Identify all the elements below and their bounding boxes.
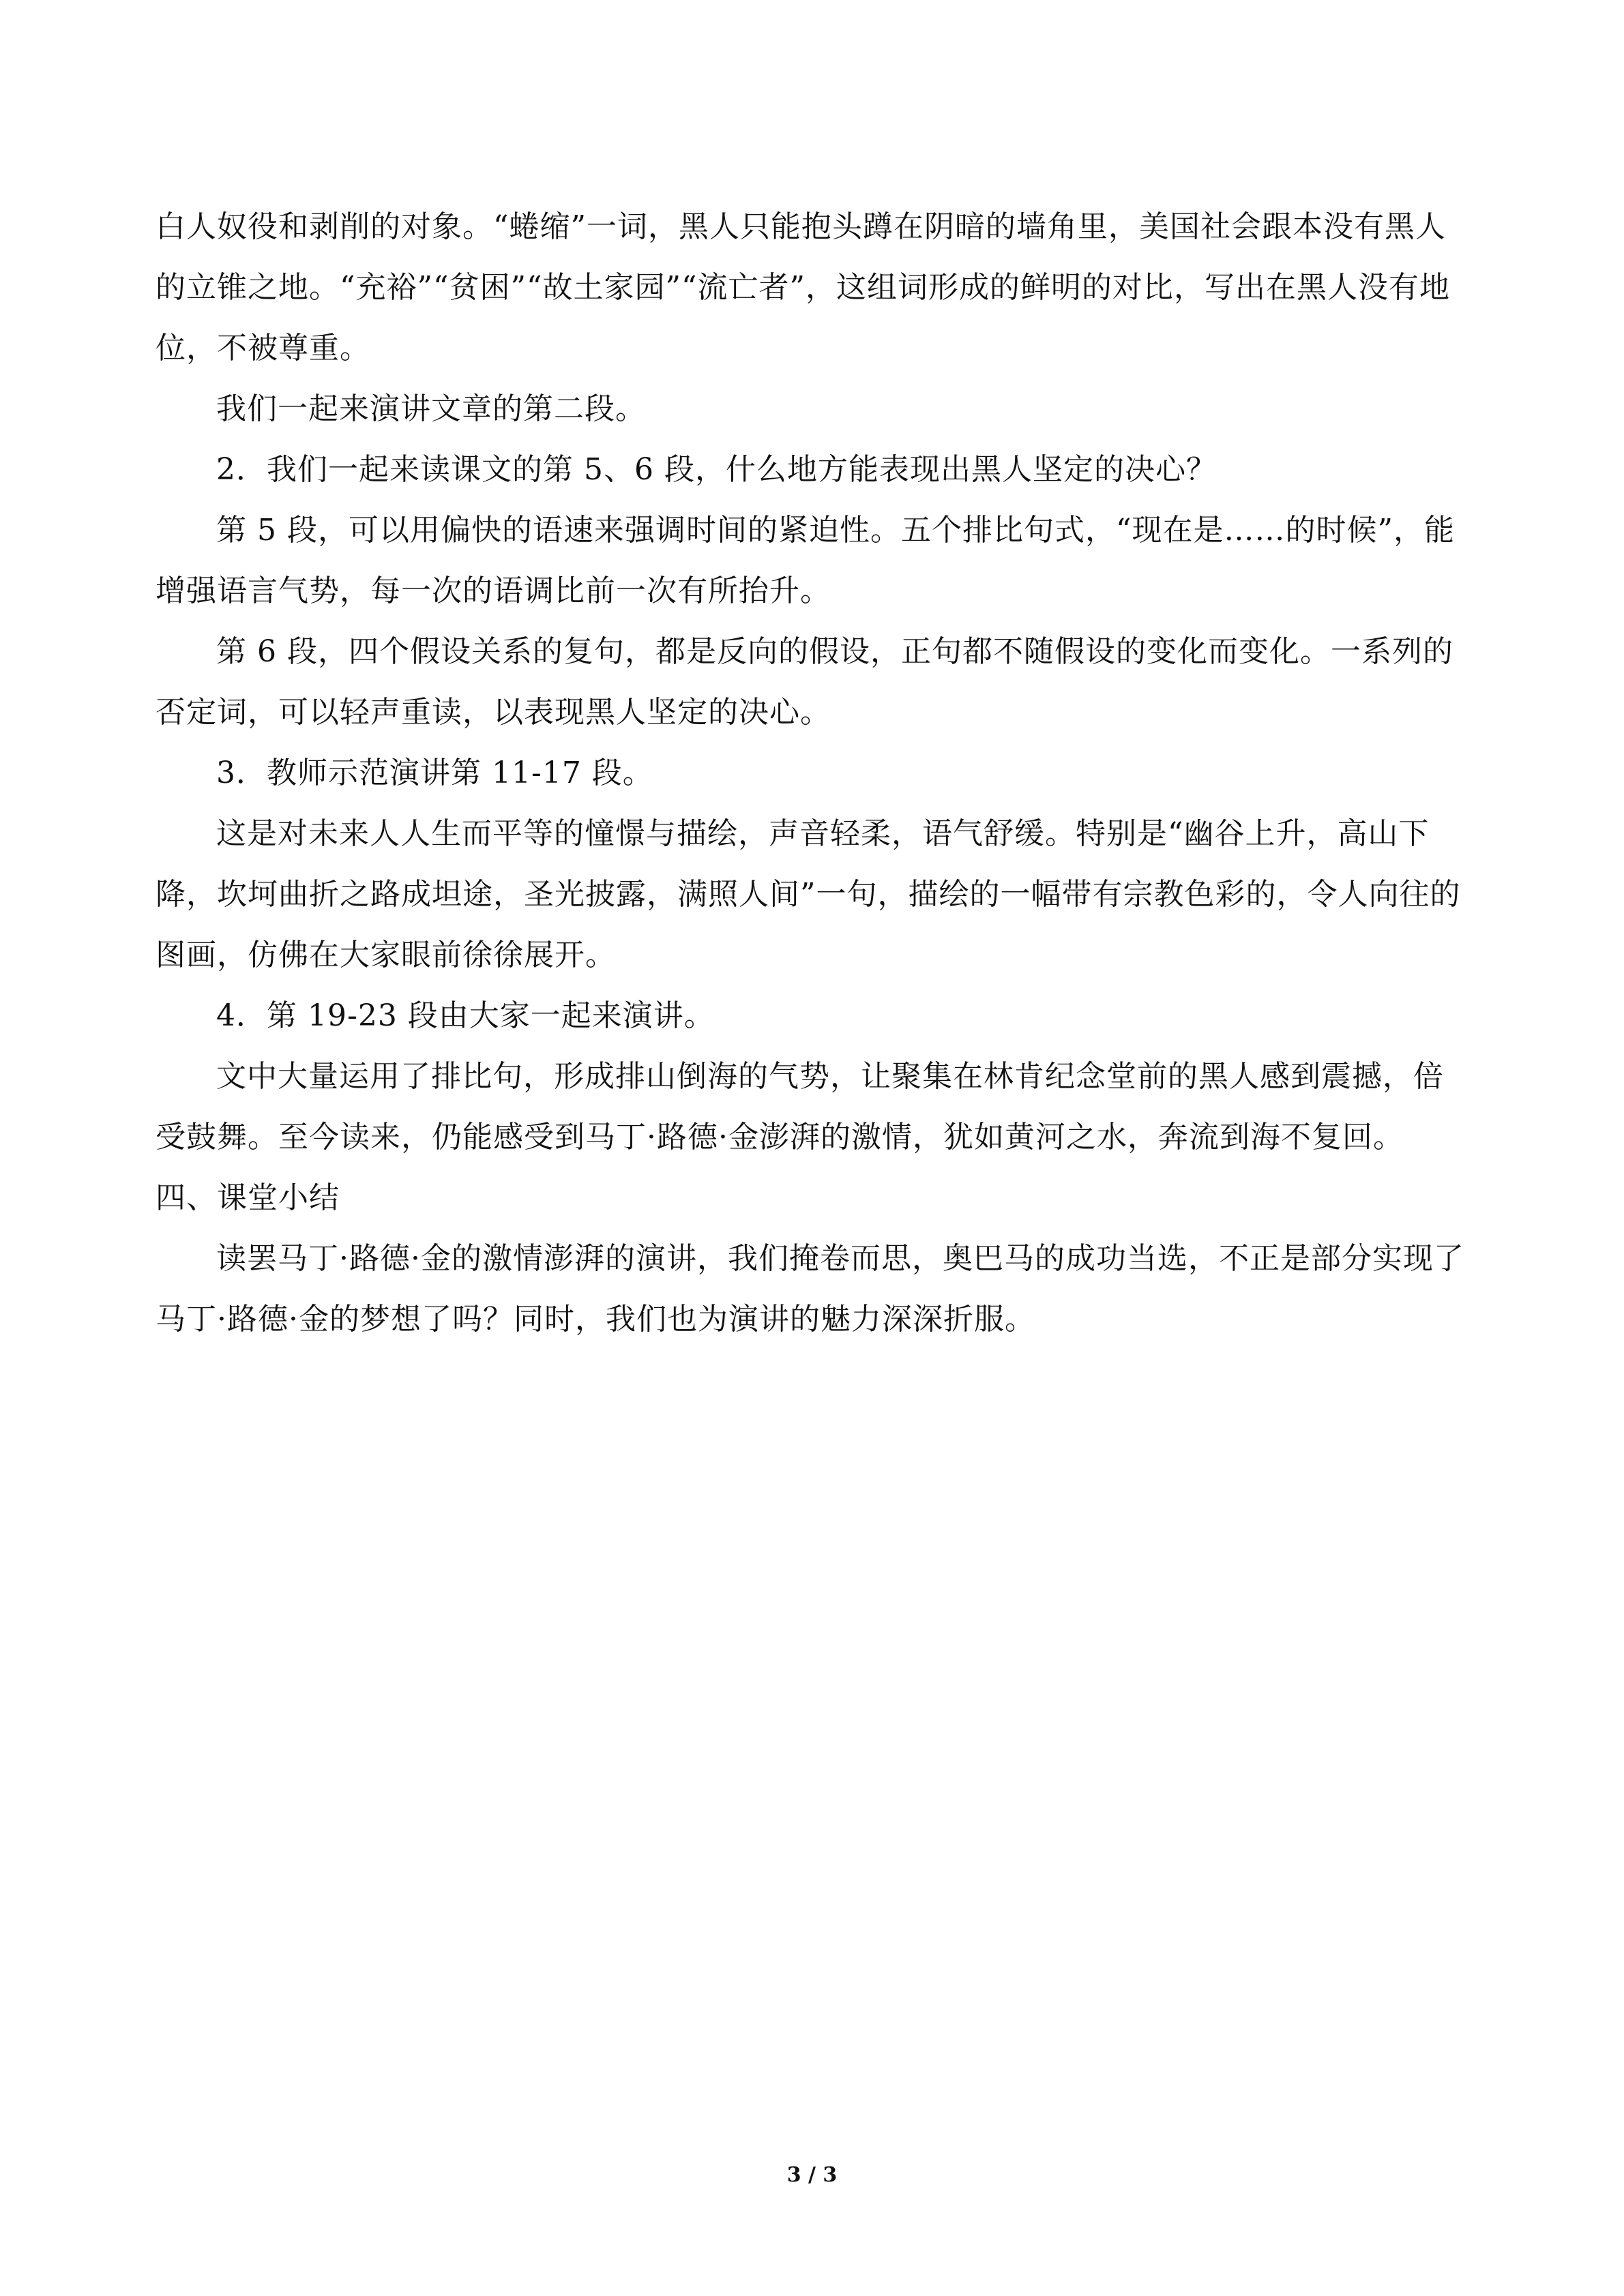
paragraph-10: 读罢马丁·路德·金的激情澎湃的演讲，我们掩卷而思，奥巴马的成功当选，不正是部分实现了马丁·路德·金的梦想了吗？同时，我们也为演讲的魅力深深折服。 [156,1241,1464,1337]
section-heading: 四、课堂小结 [156,1180,340,1215]
paragraph-3: 2．我们一起来读课文的第 5、6 段，什么地方能表现出黑人坚定的决心？ [216,452,1217,487]
paragraph-5: 第 6 段，四个假设关系的复句，都是反向的假设，正句都不随假设的变化而变化。一系列的否定词，可以轻声重读，以表现黑人坚定的决心。 [156,634,1453,730]
paragraph-6: 3．教师示范演讲第 11-17 段。 [216,756,653,790]
page-number: 3 / 3 [786,2163,838,2187]
paragraph-1: 白人奴役和剥削的对象。“蜷缩”一词，黑人只能抱头蹲在阴暗的墙角里，美国社会跟本没有黑人的立锥之地。“充裕”“贫困”“故土家园”“流亡者”，这组词形成的鲜明的对比，写出在黑人没有地位，不被尊重。 [156,209,1450,366]
document-body [156,196,1468,1350]
paragraph-4: 第 5 段，可以用偏快的语速来强调时间的紧迫性。五个排比句式，“现在是……的时候”，能增强语言气势，每一次的语调比前一次有所抬升。 [156,513,1455,608]
paragraph-8: 4．第 19-23 段由大家一起来演讲。 [216,998,715,1033]
paragraph-7: 这是对未来人人生而平等的憧憬与描绘，声音轻柔，语气舒缓。特别是“幽谷上升，高山下降，坎坷曲折之路成坦途，圣光披露，满照人间”一句，描绘的一幅带有宗教色彩的，令人向往的图画，仿佛在大家眼前徐徐展开。 [156,816,1461,972]
paragraph-2: 我们一起来演讲文章的第二段。 [216,391,646,426]
paragraph-9: 文中大量运用了排比句，形成排山倒海的气势，让聚集在林肯纪念堂前的黑人感到震撼，倍受鼓舞。至今读来，仍能感受到马丁·路德·金澎湃的激情，犹如黄河之水，奔流到海不复回。 [156,1059,1444,1154]
